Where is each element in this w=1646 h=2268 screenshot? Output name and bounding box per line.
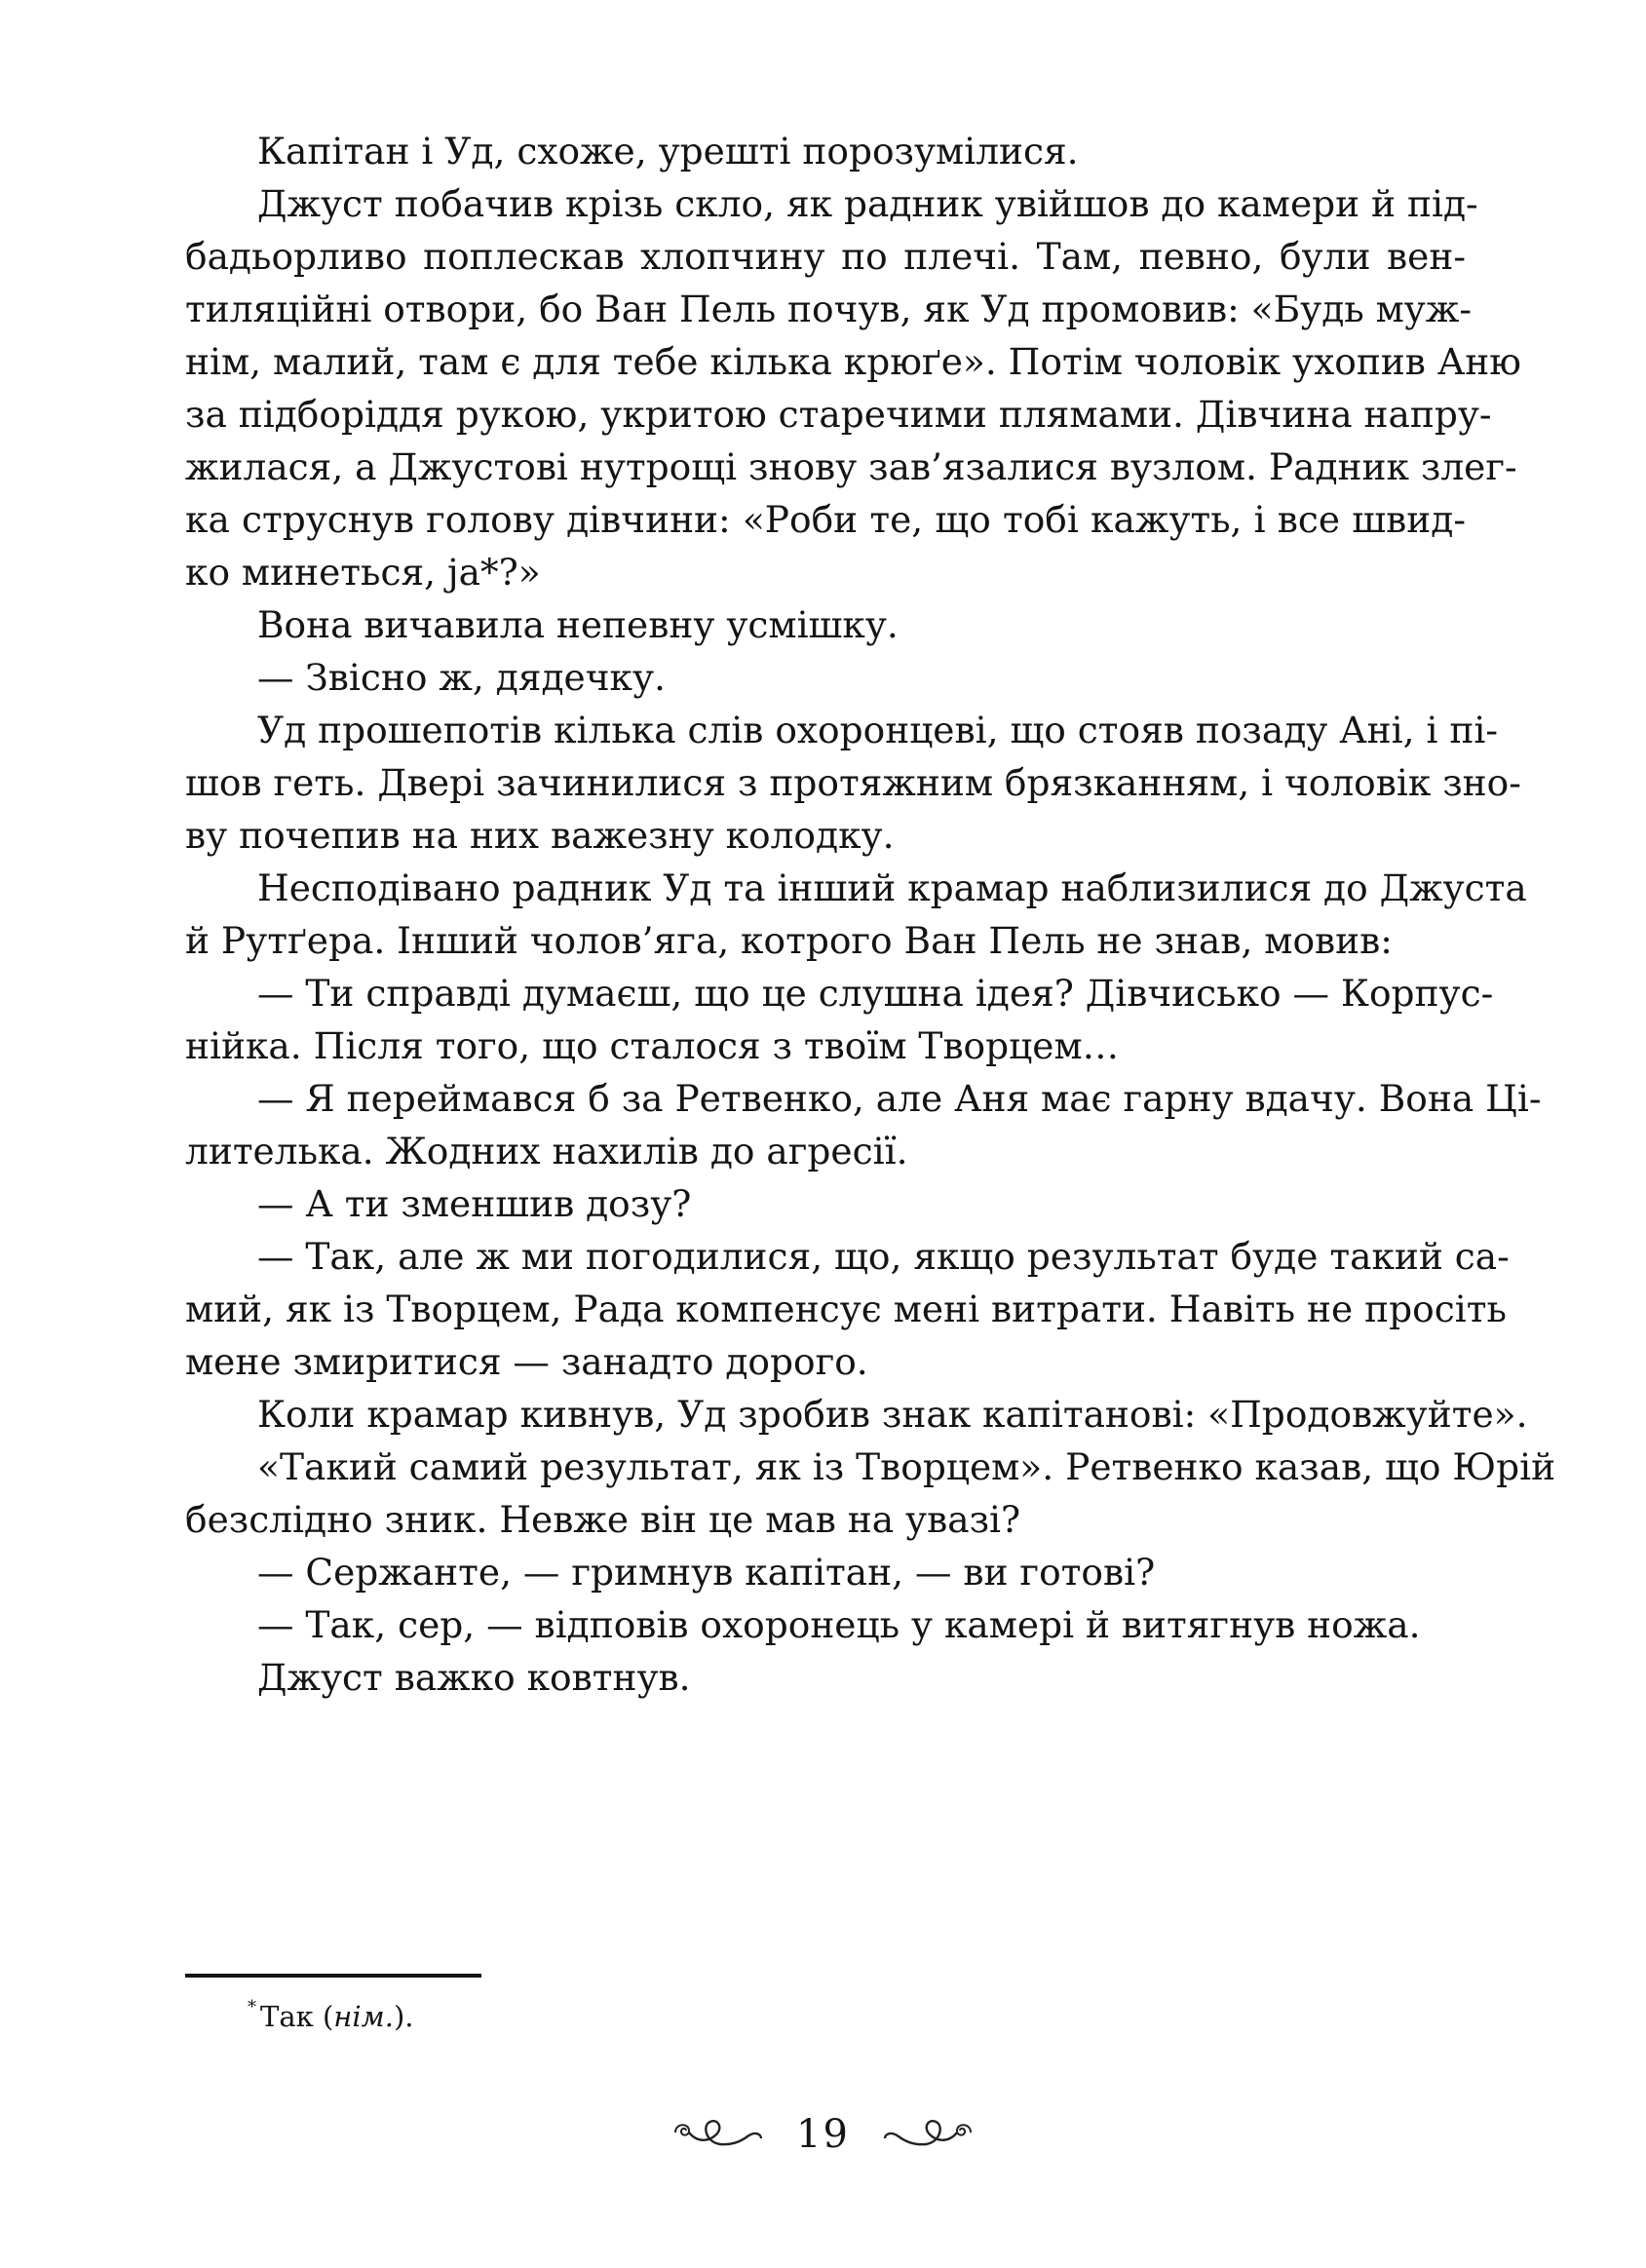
- paragraph: [185, 704, 1521, 862]
- text-line: — Звісно ж, дядечку.: [257, 656, 666, 699]
- text-line: мене змиритися — занадто дорого.: [185, 1340, 868, 1383]
- text-line: — А ти зменшив дозу?: [257, 1182, 692, 1225]
- text-line: жилася, а Джустові нутрощі знову зав’язалися вузлом. Радник злег-: [185, 445, 1517, 488]
- footnote-mark: *: [248, 1997, 256, 2018]
- text-line: — Так, сер, — відповів охоронець у камері й витягнув ножа.: [257, 1603, 1421, 1646]
- footnote-divider: [185, 1974, 481, 1978]
- footnote-term: нім.: [333, 2000, 394, 2033]
- text-line: мий, як із Творцем, Рада компенсує мені витрати. Навіть не просіть: [185, 1288, 1507, 1330]
- paragraph: [185, 1546, 1466, 1598]
- text-line: — Ти справді думаєш, що це слушна ідея? Дівчисько — Корпус-: [257, 972, 1494, 1015]
- text-line: лителька. Жодних нахилів до агресії.: [185, 1130, 908, 1172]
- paragraph: [185, 862, 1527, 967]
- text-line: за підборіддя рукою, укритою старечими плямами. Дівчина напру-: [185, 393, 1492, 436]
- text-line: Коли крамар кивнув, Уд зробив знак капітанові: «Продовжуйте».: [257, 1393, 1528, 1436]
- text-line: нім, малий, там є для тебе кілька крюґе». Потім чоловік ухопив Аню: [185, 340, 1521, 383]
- paragraph: [185, 177, 1521, 598]
- left-flourish-icon: [670, 2113, 767, 2156]
- paragraph: [185, 1072, 1542, 1177]
- text-line: — Так, але ж ми погодилися, що, якщо результат буде такий са-: [257, 1235, 1510, 1278]
- text-line: Джуст важко ковтнув.: [257, 1656, 691, 1699]
- paragraph: [185, 1177, 1466, 1230]
- paragraph: [185, 1651, 1466, 1704]
- text-line: тиляційні отвори, бо Ван Пель почув, як Уд промовив: «Будь муж-: [185, 288, 1473, 330]
- text-line: — Я переймався б за Ретвенко, але Аня має гарну вдачу. Вона Ці-: [257, 1077, 1542, 1120]
- paragraph: [185, 125, 1466, 177]
- footnote-close: ).: [393, 2000, 414, 2033]
- text-line: «Такий самий результат, як із Творцем». Ретвенко казав, що Юрій: [257, 1445, 1556, 1488]
- paragraph: [185, 967, 1494, 1072]
- right-flourish-icon: [879, 2113, 976, 2156]
- text-line: — Сержанте, — гримнув капітан, — ви готові?: [257, 1551, 1156, 1594]
- text-line: Вона вичавила непевну усмішку.: [257, 603, 899, 646]
- paragraph: [185, 1388, 1528, 1441]
- paragraph: [185, 1598, 1466, 1651]
- footnote-text: Так (: [260, 2000, 334, 2033]
- text-line: бадьорливо поплескав хлопчину по плечі. Там, певно, були вен-: [185, 235, 1466, 278]
- text-line: Несподівано радник Уд та інший крамар наблизилися до Джуста: [257, 866, 1527, 909]
- text-line: ко минеться, ja*?»: [185, 551, 541, 594]
- paragraph: [185, 1441, 1556, 1546]
- text-line: Уд прошепотів кілька слів охоронцеві, що стояв позаду Ані, і пі-: [257, 709, 1499, 751]
- text-line: Капітан і Уд, схоже, урешті порозумілися.: [257, 130, 1079, 173]
- text-line: Джуст побачив крізь скло, як радник увійшов до камери й під-: [257, 182, 1478, 225]
- paragraph: [185, 651, 1466, 704]
- text-line: ка струснув голову дівчини: «Роби те, що тобі кажуть, і все швид-: [185, 498, 1466, 541]
- paragraph: [185, 598, 1466, 651]
- text-line: нійка. Після того, що сталося з твоїм Творцем…: [185, 1024, 1120, 1067]
- text-line: ву почепив на них важезну колодку.: [185, 814, 895, 857]
- page-number: 19: [796, 2112, 850, 2157]
- footnote: [248, 1988, 413, 2036]
- page-body: [185, 125, 1556, 1704]
- paragraph: [185, 1230, 1510, 1388]
- page-footer: [0, 2100, 1646, 2169]
- text-line: й Рутґера. Інший чолов’яга, котрого Ван Пель не знав, мовив:: [185, 919, 1393, 962]
- text-line: безслідно зник. Невже він це мав на увазі?: [185, 1498, 1021, 1541]
- text-line: шов геть. Двері зачинилися з протяжним брязканням, і чоловік зно-: [185, 761, 1521, 804]
